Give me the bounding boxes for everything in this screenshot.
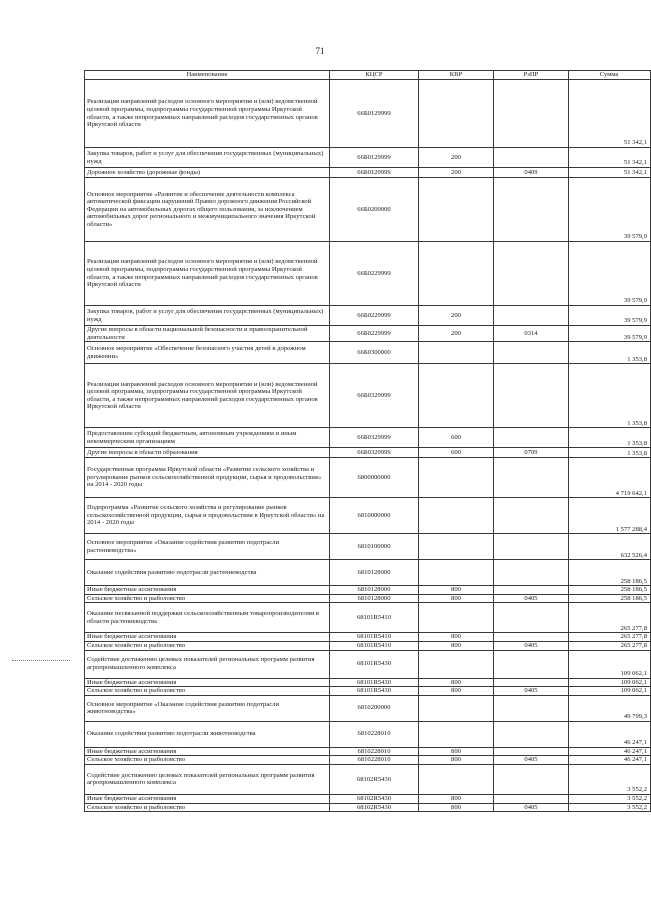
cell-kcsr: 68101R5410 bbox=[330, 641, 419, 650]
cell-sum: 632 526,4 bbox=[569, 534, 651, 560]
table-row bbox=[85, 242, 651, 306]
cell-kvr: 800 bbox=[419, 678, 494, 687]
cell-name: Иные бюджетные ассигнования bbox=[85, 678, 330, 687]
cell-kvr bbox=[419, 178, 494, 242]
cell-sum: 258 186,5 bbox=[569, 594, 651, 603]
table-row bbox=[85, 678, 651, 687]
cell-rzpr bbox=[494, 586, 569, 595]
cell-kvr: 200 bbox=[419, 306, 494, 326]
cell-sum: 51 342,1 bbox=[569, 168, 651, 178]
cell-rzpr: 0405 bbox=[494, 756, 569, 765]
cell-rzpr bbox=[494, 764, 569, 794]
cell-name: Оказание несвязанной поддержки сельскохозяйственным товаропроизводителям в области растениеводства bbox=[85, 603, 330, 633]
cell-name: Сельское хозяйство и рыболовство bbox=[85, 641, 330, 650]
cell-sum: 109 062,1 bbox=[569, 687, 651, 696]
table-row bbox=[85, 794, 651, 803]
cell-rzpr bbox=[494, 678, 569, 687]
cell-kcsr: 68102R5430 bbox=[330, 764, 419, 794]
cell-kcsr: 6810100000 bbox=[330, 534, 419, 560]
cell-sum: 265 277,8 bbox=[569, 633, 651, 642]
cell-kcsr: 68101R5430 bbox=[330, 687, 419, 696]
cell-rzpr bbox=[494, 364, 569, 428]
cell-kcsr: 68101R5430 bbox=[330, 678, 419, 687]
cell-sum: 3 552,2 bbox=[569, 764, 651, 794]
table-row bbox=[85, 498, 651, 534]
cell-kvr bbox=[419, 458, 494, 498]
cell-name: Основное мероприятие «Обеспечение безопасного участия детей в дорожном движении» bbox=[85, 342, 330, 364]
cell-name: Другие вопросы в области образования bbox=[85, 448, 330, 458]
cell-kvr: 800 bbox=[419, 641, 494, 650]
cell-kvr bbox=[419, 498, 494, 534]
cell-kcsr: 6810228010 bbox=[330, 756, 419, 765]
cell-rzpr bbox=[494, 342, 569, 364]
cell-kvr: 800 bbox=[419, 633, 494, 642]
cell-kvr: 800 bbox=[419, 803, 494, 812]
cell-kcsr: 6810128000 bbox=[330, 594, 419, 603]
cell-name: Иные бюджетные ассигнования bbox=[85, 586, 330, 595]
cell-kcsr: 66Б0329999 bbox=[330, 448, 419, 458]
cell-name: Содействие достижению целевых показателей региональных программ развития агропромышленного комплекса bbox=[85, 764, 330, 794]
cell-kvr: 800 bbox=[419, 794, 494, 803]
table-row bbox=[85, 168, 651, 178]
cell-kvr: 200 bbox=[419, 148, 494, 168]
cell-sum: 39 579,9 bbox=[569, 178, 651, 242]
table-row bbox=[85, 756, 651, 765]
cell-kcsr: 68101R5430 bbox=[330, 650, 419, 678]
cell-kvr: 800 bbox=[419, 747, 494, 756]
cell-kcsr: 66Б0300000 bbox=[330, 342, 419, 364]
cell-sum: 258 186,5 bbox=[569, 586, 651, 595]
cell-name: Реализация направлений расходов основного мероприятия и (или) ведомственной целевой программы, подпрограммы государственной программы Иркутской области, а также непрограммных направлений расходов государственных органов Иркутской области bbox=[85, 80, 330, 148]
cell-rzpr bbox=[494, 148, 569, 168]
cell-kcsr: 66Б0329999 bbox=[330, 364, 419, 428]
cell-rzpr bbox=[494, 428, 569, 448]
cell-sum: 1 577 288,4 bbox=[569, 498, 651, 534]
cell-kcsr: 6800000000 bbox=[330, 458, 419, 498]
cell-kcsr: 68102R5430 bbox=[330, 794, 419, 803]
table-row bbox=[85, 687, 651, 696]
header-kvr: КВР bbox=[419, 71, 494, 80]
header-rzpr: РзПР bbox=[494, 71, 569, 80]
cell-kcsr: 66Б0329999 bbox=[330, 428, 419, 448]
cell-sum: 46 247,1 bbox=[569, 756, 651, 765]
table-row bbox=[85, 747, 651, 756]
cell-name: Сельское хозяйство и рыболовство bbox=[85, 756, 330, 765]
cell-sum: 39 579,9 bbox=[569, 326, 651, 342]
cell-kvr bbox=[419, 80, 494, 148]
cell-sum: 51 342,1 bbox=[569, 148, 651, 168]
table-row bbox=[85, 326, 651, 342]
cell-name: Реализация направлений расходов основного мероприятия и (или) ведомственной целевой программы, подпрограммы государственной программы Иркутской области, а также непрограммных направлений расходов государственных органов Иркутской области bbox=[85, 242, 330, 306]
cell-sum: 4 719 642,1 bbox=[569, 458, 651, 498]
cell-rzpr bbox=[494, 721, 569, 747]
cell-name: Государственная программа Иркутской области «Развитие сельского хозяйства и регулирование рынков сельскохозяйственной продукции, сырья и продовольствия» на 2014 - 2020 годы bbox=[85, 458, 330, 498]
cell-sum: 3 552,2 bbox=[569, 803, 651, 812]
cell-rzpr bbox=[494, 633, 569, 642]
cell-kvr: 800 bbox=[419, 586, 494, 595]
cell-rzpr bbox=[494, 242, 569, 306]
cell-rzpr: 0405 bbox=[494, 687, 569, 696]
cell-kvr bbox=[419, 534, 494, 560]
cell-rzpr: 0405 bbox=[494, 641, 569, 650]
cell-sum: 3 552,2 bbox=[569, 794, 651, 803]
cell-name: Предоставление субсидий бюджетным, автономным учреждениям и иным некоммерческим организациям bbox=[85, 428, 330, 448]
cell-sum: 49 799,3 bbox=[569, 695, 651, 721]
cell-sum: 265 277,8 bbox=[569, 603, 651, 633]
table-row bbox=[85, 650, 651, 678]
table-row bbox=[85, 342, 651, 364]
table-header bbox=[85, 71, 651, 80]
cell-name: Реализация направлений расходов основного мероприятия и (или) ведомственной целевой программы, подпрограммы государственной программы Иркутской области, а также непрограммных направлений расходов государственных органов Иркутской области bbox=[85, 364, 330, 428]
margin-mark bbox=[12, 660, 70, 661]
cell-name: Другие вопросы в области национальной безопасности и правоохранительной деятельности bbox=[85, 326, 330, 342]
cell-sum: 51 342,1 bbox=[569, 80, 651, 148]
cell-sum: 265 277,8 bbox=[569, 641, 651, 650]
cell-kcsr: 6810228010 bbox=[330, 747, 419, 756]
table-row bbox=[85, 306, 651, 326]
cell-name: Закупка товаров, работ и услуг для обеспечения государственных (муниципальных) нужд bbox=[85, 306, 330, 326]
header-kcsr: КЦСР bbox=[330, 71, 419, 80]
cell-rzpr bbox=[494, 306, 569, 326]
table-row bbox=[85, 560, 651, 586]
cell-sum: 1 353,8 bbox=[569, 364, 651, 428]
cell-sum: 39 579,9 bbox=[569, 242, 651, 306]
table-row bbox=[85, 641, 651, 650]
budget-table bbox=[84, 70, 651, 812]
cell-kvr bbox=[419, 342, 494, 364]
cell-rzpr bbox=[494, 498, 569, 534]
cell-sum: 1 353,8 bbox=[569, 342, 651, 364]
table-row bbox=[85, 633, 651, 642]
cell-name: Оказание содействия развитию подотрасли животноводства bbox=[85, 721, 330, 747]
table-row bbox=[85, 178, 651, 242]
cell-kvr: 800 bbox=[419, 687, 494, 696]
cell-name: Основное мероприятие «Оказание содействия развитию подотрасли растениеводства» bbox=[85, 534, 330, 560]
cell-name: Содействие достижению целевых показателей региональных программ развития агропромышленного комплекса bbox=[85, 650, 330, 678]
cell-kcsr: 6810228010 bbox=[330, 721, 419, 747]
cell-name: Иные бюджетные ассигнования bbox=[85, 633, 330, 642]
cell-kcsr: 66Б0229999 bbox=[330, 306, 419, 326]
cell-kvr bbox=[419, 721, 494, 747]
cell-kcsr: 66Б0229999 bbox=[330, 326, 419, 342]
cell-kvr: 200 bbox=[419, 168, 494, 178]
cell-rzpr bbox=[494, 695, 569, 721]
table-row bbox=[85, 764, 651, 794]
cell-kvr: 600 bbox=[419, 428, 494, 448]
header-sum: Сумма bbox=[569, 71, 651, 80]
cell-rzpr bbox=[494, 80, 569, 148]
cell-kcsr: 68101R5410 bbox=[330, 603, 419, 633]
cell-kvr bbox=[419, 764, 494, 794]
cell-name: Оказание содействия развитию подотрасли растениеводства bbox=[85, 560, 330, 586]
cell-kcsr: 66Б0229999 bbox=[330, 242, 419, 306]
cell-sum: 46 247,1 bbox=[569, 747, 651, 756]
table-row bbox=[85, 148, 651, 168]
table-row bbox=[85, 586, 651, 595]
table-row bbox=[85, 594, 651, 603]
cell-name: Основное мероприятие «Оказание содействия развитию подотрасли животноводства» bbox=[85, 695, 330, 721]
cell-name: Подпрограмма «Развитие сельского хозяйства и регулирование рынков сельскохозяйственной продукции, сырья и продовольствия в Иркутской области» на 2014 - 2020 годы bbox=[85, 498, 330, 534]
cell-kcsr: 66Б0129999 bbox=[330, 148, 419, 168]
cell-name: Сельское хозяйство и рыболовство bbox=[85, 803, 330, 812]
cell-name: Дорожное хозяйство (дорожные фонды) bbox=[85, 168, 330, 178]
table-row bbox=[85, 721, 651, 747]
cell-name: Закупка товаров, работ и услуг для обеспечения государственных (муниципальных) нужд bbox=[85, 148, 330, 168]
table-row bbox=[85, 803, 651, 812]
cell-kvr bbox=[419, 242, 494, 306]
table-row bbox=[85, 428, 651, 448]
cell-sum: 109 062,1 bbox=[569, 650, 651, 678]
table-row bbox=[85, 534, 651, 560]
table-row bbox=[85, 695, 651, 721]
table-row bbox=[85, 80, 651, 148]
cell-kcsr: 6810128000 bbox=[330, 560, 419, 586]
cell-kvr bbox=[419, 695, 494, 721]
cell-kvr: 800 bbox=[419, 594, 494, 603]
table-body bbox=[85, 80, 651, 812]
table-row bbox=[85, 448, 651, 458]
cell-rzpr: 0709 bbox=[494, 448, 569, 458]
cell-kvr: 200 bbox=[419, 326, 494, 342]
cell-rzpr bbox=[494, 560, 569, 586]
cell-kvr: 600 bbox=[419, 448, 494, 458]
cell-name: Иные бюджетные ассигнования bbox=[85, 747, 330, 756]
cell-kvr bbox=[419, 560, 494, 586]
header-row bbox=[85, 71, 651, 80]
cell-sum: 1 353,8 bbox=[569, 448, 651, 458]
cell-sum: 258 186,5 bbox=[569, 560, 651, 586]
table-row bbox=[85, 364, 651, 428]
cell-sum: 46 247,1 bbox=[569, 721, 651, 747]
cell-rzpr: 0405 bbox=[494, 594, 569, 603]
cell-rzpr bbox=[494, 603, 569, 633]
cell-kcsr: 6810128000 bbox=[330, 586, 419, 595]
cell-kcsr: 66Б0129999 bbox=[330, 80, 419, 148]
cell-rzpr: 0314 bbox=[494, 326, 569, 342]
cell-kvr: 800 bbox=[419, 756, 494, 765]
cell-kcsr: 66Б0129999 bbox=[330, 168, 419, 178]
cell-rzpr: 0409 bbox=[494, 168, 569, 178]
table-row bbox=[85, 458, 651, 498]
cell-name: Иные бюджетные ассигнования bbox=[85, 794, 330, 803]
cell-kcsr: 66Б0200000 bbox=[330, 178, 419, 242]
cell-rzpr bbox=[494, 747, 569, 756]
cell-sum: 39 579,9 bbox=[569, 306, 651, 326]
cell-kvr bbox=[419, 650, 494, 678]
cell-kvr bbox=[419, 603, 494, 633]
cell-name: Основное мероприятие «Развитие и обеспечение деятельности комплекса автоматической фиксации нарушений Правил дорожного движения Российской Федерации на автомобильных дорогах общего пользования, за исключением автомобильных дорог регионального и межмуниципального значения Иркутской области» bbox=[85, 178, 330, 242]
cell-rzpr bbox=[494, 458, 569, 498]
cell-kcsr: 68101R5410 bbox=[330, 633, 419, 642]
cell-rzpr bbox=[494, 650, 569, 678]
cell-rzpr bbox=[494, 178, 569, 242]
cell-rzpr bbox=[494, 534, 569, 560]
cell-sum: 109 062,1 bbox=[569, 678, 651, 687]
cell-rzpr bbox=[494, 794, 569, 803]
cell-kvr bbox=[419, 364, 494, 428]
cell-name: Сельское хозяйство и рыболовство bbox=[85, 687, 330, 696]
header-name: Наименование bbox=[85, 71, 330, 80]
cell-name: Сельское хозяйство и рыболовство bbox=[85, 594, 330, 603]
cell-sum: 1 353,8 bbox=[569, 428, 651, 448]
cell-kcsr: 6810200000 bbox=[330, 695, 419, 721]
cell-kcsr: 68102R5430 bbox=[330, 803, 419, 812]
table-row bbox=[85, 603, 651, 633]
cell-kcsr: 6810000000 bbox=[330, 498, 419, 534]
cell-rzpr: 0405 bbox=[494, 803, 569, 812]
page-number: 71 bbox=[315, 46, 325, 56]
